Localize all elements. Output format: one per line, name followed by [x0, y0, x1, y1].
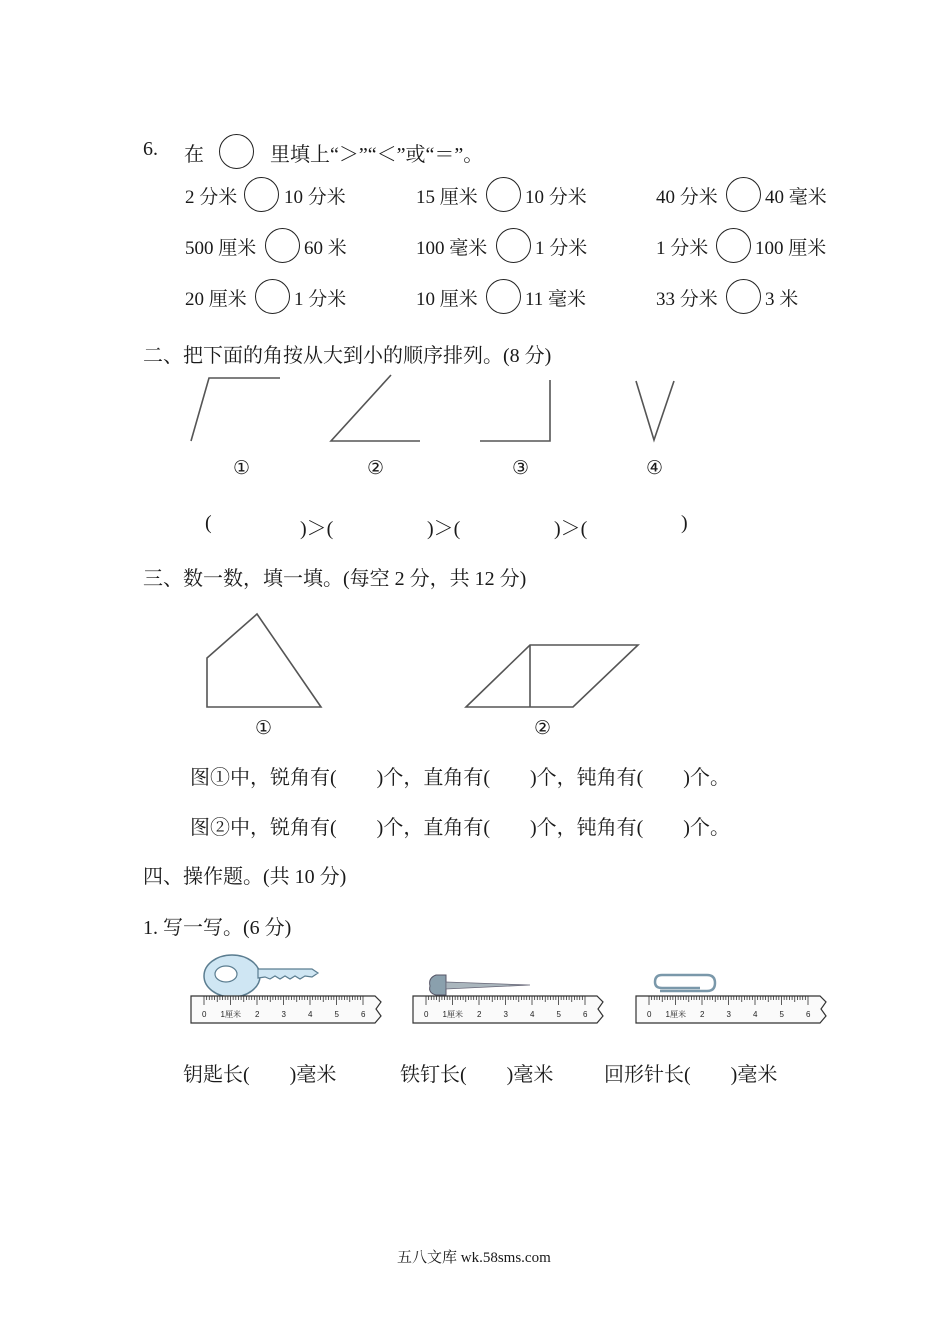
section2-title: 二、把下面的角按从大到小的顺序排列。(8 分)	[143, 345, 552, 367]
ruler	[413, 996, 603, 1023]
angle-label-3: ③	[512, 457, 530, 479]
ruler-label: 3	[281, 1010, 286, 1019]
ruler-label: 1厘米	[665, 1010, 686, 1019]
order-open: (	[205, 512, 212, 534]
ruler	[636, 996, 826, 1023]
ruler-label: 2	[700, 1010, 705, 1019]
order-close: )	[681, 512, 688, 534]
ruler-label: 3	[503, 1010, 508, 1019]
ruler-label: 0	[424, 1010, 429, 1019]
ruler-label: 5	[779, 1010, 784, 1019]
section3-line2: 图②中，锐角有( )个，直角有( )个，钝角有( )个。	[190, 817, 730, 839]
key-image	[204, 955, 318, 997]
ruler-label: 6	[583, 1010, 588, 1019]
answer-nail: 铁钉长( )毫米	[400, 1064, 554, 1086]
shape-label-2: ②	[534, 717, 552, 739]
shape-label-1: ①	[255, 717, 273, 739]
answer-paperclip: 回形针长( )毫米	[604, 1064, 778, 1086]
ruler-label: 5	[334, 1010, 339, 1019]
ruler-label: 5	[556, 1010, 561, 1019]
footer-watermark: 五八文库 wk.58sms.com	[397, 1250, 551, 1266]
q6-prefix: 在	[184, 144, 204, 166]
angle-label-2: ②	[367, 457, 385, 479]
ruler-label: 6	[361, 1010, 366, 1019]
order-gt-3: )＞(	[554, 518, 588, 540]
ruler-label: 3	[726, 1010, 731, 1019]
nail-image	[430, 975, 530, 995]
ruler-label: 2	[477, 1010, 482, 1019]
q1-title: 1. 写一写。(6 分)	[143, 917, 292, 939]
ruler-label: 2	[255, 1010, 260, 1019]
ruler-label: 0	[202, 1010, 207, 1019]
ruler-label: 4	[530, 1010, 535, 1019]
paperclip-image	[655, 975, 715, 991]
section4-title: 四、操作题。(共 10 分)	[143, 866, 347, 888]
angle-label-4: ④	[646, 457, 664, 479]
order-gt-1: )＞(	[300, 518, 334, 540]
ruler-label: 4	[753, 1010, 758, 1019]
ruler-label: 0	[647, 1010, 652, 1019]
section3-line1: 图①中，锐角有( )个，直角有( )个，钝角有( )个。	[190, 767, 730, 789]
ruler-label: 1厘米	[220, 1010, 241, 1019]
answer-key: 钥匙长( )毫米	[183, 1064, 337, 1086]
ruler	[191, 996, 381, 1023]
section3-title: 三、数一数，填一填。(每空 2 分，共 12 分)	[143, 568, 527, 590]
q6-instruction: 里填上“＞”“＜”或“＝”。	[270, 144, 484, 166]
angle-label-1: ①	[233, 457, 251, 479]
q6-number: 6.	[143, 138, 158, 160]
ruler-label: 4	[308, 1010, 313, 1019]
ruler-label: 1厘米	[442, 1010, 463, 1019]
order-gt-2: )＞(	[427, 518, 461, 540]
ruler-label: 6	[806, 1010, 811, 1019]
